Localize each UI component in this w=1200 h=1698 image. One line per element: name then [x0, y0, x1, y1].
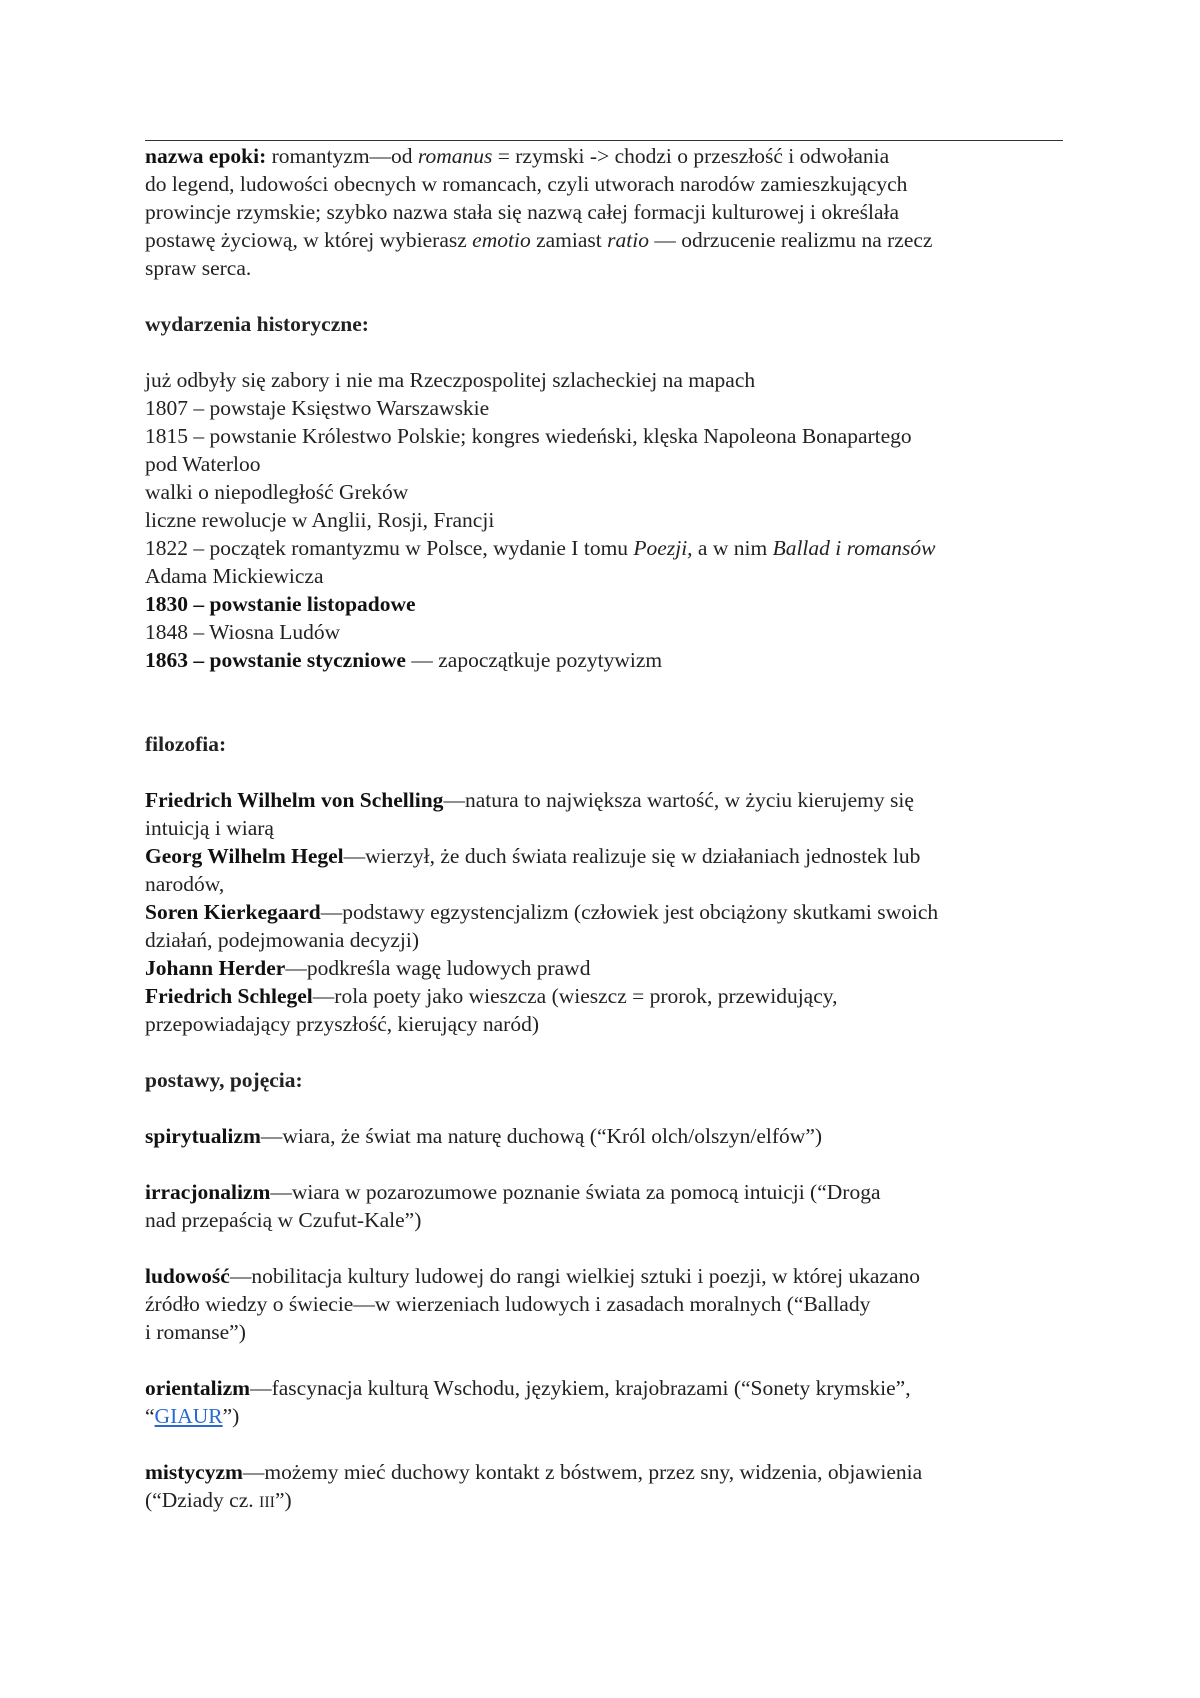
concept-entry-cont: i romanse”) — [145, 1320, 246, 1344]
concept-entry-cont — [145, 1486, 1070, 1517]
ratio-term: ratio — [607, 228, 649, 252]
philosopher-name: Soren Kierkegaard — [145, 900, 321, 924]
epoka-paragraph — [145, 142, 1070, 170]
historia-item — [145, 534, 1070, 562]
document-body — [145, 142, 1070, 1517]
philosopher-desc: —podkreśla wagę ludowych prawd — [285, 956, 591, 980]
concept-entry — [145, 1458, 1070, 1486]
historia-item: liczne rewolucje w Anglii, Rosji, Francji — [145, 508, 495, 532]
philosopher-entry — [145, 786, 1070, 814]
concept-term: ludowość — [145, 1264, 230, 1288]
concept-term: orientalizm — [145, 1376, 251, 1400]
historia-text: a w nim — [692, 536, 773, 560]
giaur-link[interactable]: GIAUR — [154, 1404, 223, 1428]
historia-item: Adama Mickiewicza — [145, 564, 324, 588]
historia-item: walki o niepodległość Greków — [145, 480, 409, 504]
historia-item — [145, 646, 1070, 674]
emotio-term: emotio — [472, 228, 531, 252]
concept-term: irracjonalizm — [145, 1180, 271, 1204]
philosopher-entry-cont: przepowiadający przyszłość, kierujący naród) — [145, 1012, 539, 1036]
philosopher-name: Johann Herder — [145, 956, 286, 980]
concept-desc: “ — [145, 1404, 155, 1428]
epoka-label: nazwa epoki: — [145, 144, 267, 168]
philosopher-desc: —natura to największa wartość, w życiu kierujemy się — [443, 788, 914, 812]
historia-item: pod Waterloo — [145, 452, 261, 476]
concept-entry — [145, 1178, 1070, 1206]
top-rule — [145, 140, 1063, 141]
concept-desc: (“Dziady cz. — [145, 1488, 259, 1512]
philosopher-entry — [145, 982, 1070, 1010]
concept-desc: —nobilitacja kultury ludowej do rangi wielkiej sztuki i poezji, w której ukazano — [229, 1264, 921, 1288]
philosopher-entry-cont: intuicją i wiarą — [145, 816, 274, 840]
roman-numeral: III — [259, 1494, 275, 1511]
historia-item: 1807 – powstaje Księstwo Warszawskie — [145, 396, 490, 420]
philosopher-name: Friedrich Schlegel — [145, 984, 313, 1008]
concept-desc: —wiara w pozarozumowe poznanie świata za pomocą intuicji (“Droga — [270, 1180, 881, 1204]
philosopher-name: Georg Wilhelm Hegel — [145, 844, 344, 868]
concept-desc: —możemy mieć duchowy kontakt z bóstwem, przez sny, widzenia, objawienia — [242, 1460, 923, 1484]
concept-desc: —fascynacja kulturą Wschodu, językiem, krajobrazami (“Sonety krymskie”, — [250, 1376, 911, 1400]
historia-item: 1815 – powstanie Królestwo Polskie; kongres wiedeński, klęska Napoleona Bonapartego — [145, 424, 912, 448]
concept-entry-cont — [145, 1402, 1070, 1430]
romanus-term: romanus — [417, 144, 493, 168]
historia-item — [145, 590, 1070, 618]
concept-desc: —wiara, że świat ma naturę duchową (“Król olch/olszyn/elfów”) — [260, 1124, 823, 1148]
concept-entry-cont: źródło wiedzy o świecie—w wierzeniach ludowych i zasadach moralnych (“Ballady — [145, 1292, 871, 1316]
epoka-text: = rzymski -> chodzi o przeszłość i odwołania — [492, 144, 890, 168]
concept-desc: ”) — [274, 1488, 292, 1512]
powstanie-listopadowe: 1830 – powstanie listopadowe — [145, 592, 416, 616]
concept-entry — [145, 1374, 1070, 1402]
concept-term: spirytualizm — [145, 1124, 261, 1148]
powstanie-styczniowe: 1863 – powstanie styczniowe — [145, 648, 406, 672]
philosopher-desc: —podstawy egzystencjalizm (człowiek jest obciążony skutkami swoich — [320, 900, 939, 924]
concept-desc: ”) — [222, 1404, 240, 1428]
epoka-line — [145, 226, 1070, 254]
philosopher-entry-cont: narodów, — [145, 872, 225, 896]
epoka-line: prowincje rzymskie; szybko nazwa stała się nazwą całej formacji kulturowej i określała — [145, 200, 900, 224]
filozofia-heading: filozofia: — [145, 732, 227, 756]
postawy-heading: postawy, pojęcia: — [145, 1068, 303, 1092]
philosopher-desc: —rola poety jako wieszcza (wieszcz = prorok, przewidujący, — [312, 984, 838, 1008]
philosopher-entry — [145, 842, 1070, 870]
epoka-line: spraw serca. — [145, 256, 252, 280]
historia-heading: wydarzenia historyczne: — [145, 312, 369, 336]
historia-text: — zapoczątkuje pozytywizm — [405, 648, 663, 672]
epoka-line: do legend, ludowości obecnych w romancach, czyli utworach narodów zamieszkujących — [145, 172, 908, 196]
concept-entry-cont: nad przepaścią w Czufut-Kale”) — [145, 1208, 422, 1232]
concept-entry — [145, 1122, 1070, 1150]
philosopher-entry — [145, 898, 1070, 926]
poezji-title: Poezji, — [633, 536, 693, 560]
concept-entry — [145, 1262, 1070, 1290]
historia-item: 1848 – Wiosna Ludów — [145, 620, 341, 644]
concept-term: mistycyzm — [145, 1460, 243, 1484]
epoka-text: zamiast — [530, 228, 608, 252]
philosopher-entry-cont: działań, podejmowania decyzji) — [145, 928, 420, 952]
philosopher-entry — [145, 954, 1070, 982]
historia-item: już odbyły się zabory i nie ma Rzeczpospolitej szlacheckiej na mapach — [145, 368, 756, 392]
epoka-text: — odrzucenie realizmu na rzecz — [648, 228, 933, 252]
philosopher-desc: —wierzył, że duch świata realizuje się w działaniach jednostek lub — [343, 844, 921, 868]
philosopher-name: Friedrich Wilhelm von Schelling — [145, 788, 444, 812]
epoka-text: romantyzm—od — [266, 144, 418, 168]
ballady-title: Ballad i romansów — [772, 536, 936, 560]
historia-text: 1822 – początek romantyzmu w Polsce, wydanie I tomu — [145, 536, 634, 560]
epoka-text: postawę życiową, w której wybierasz — [145, 228, 473, 252]
